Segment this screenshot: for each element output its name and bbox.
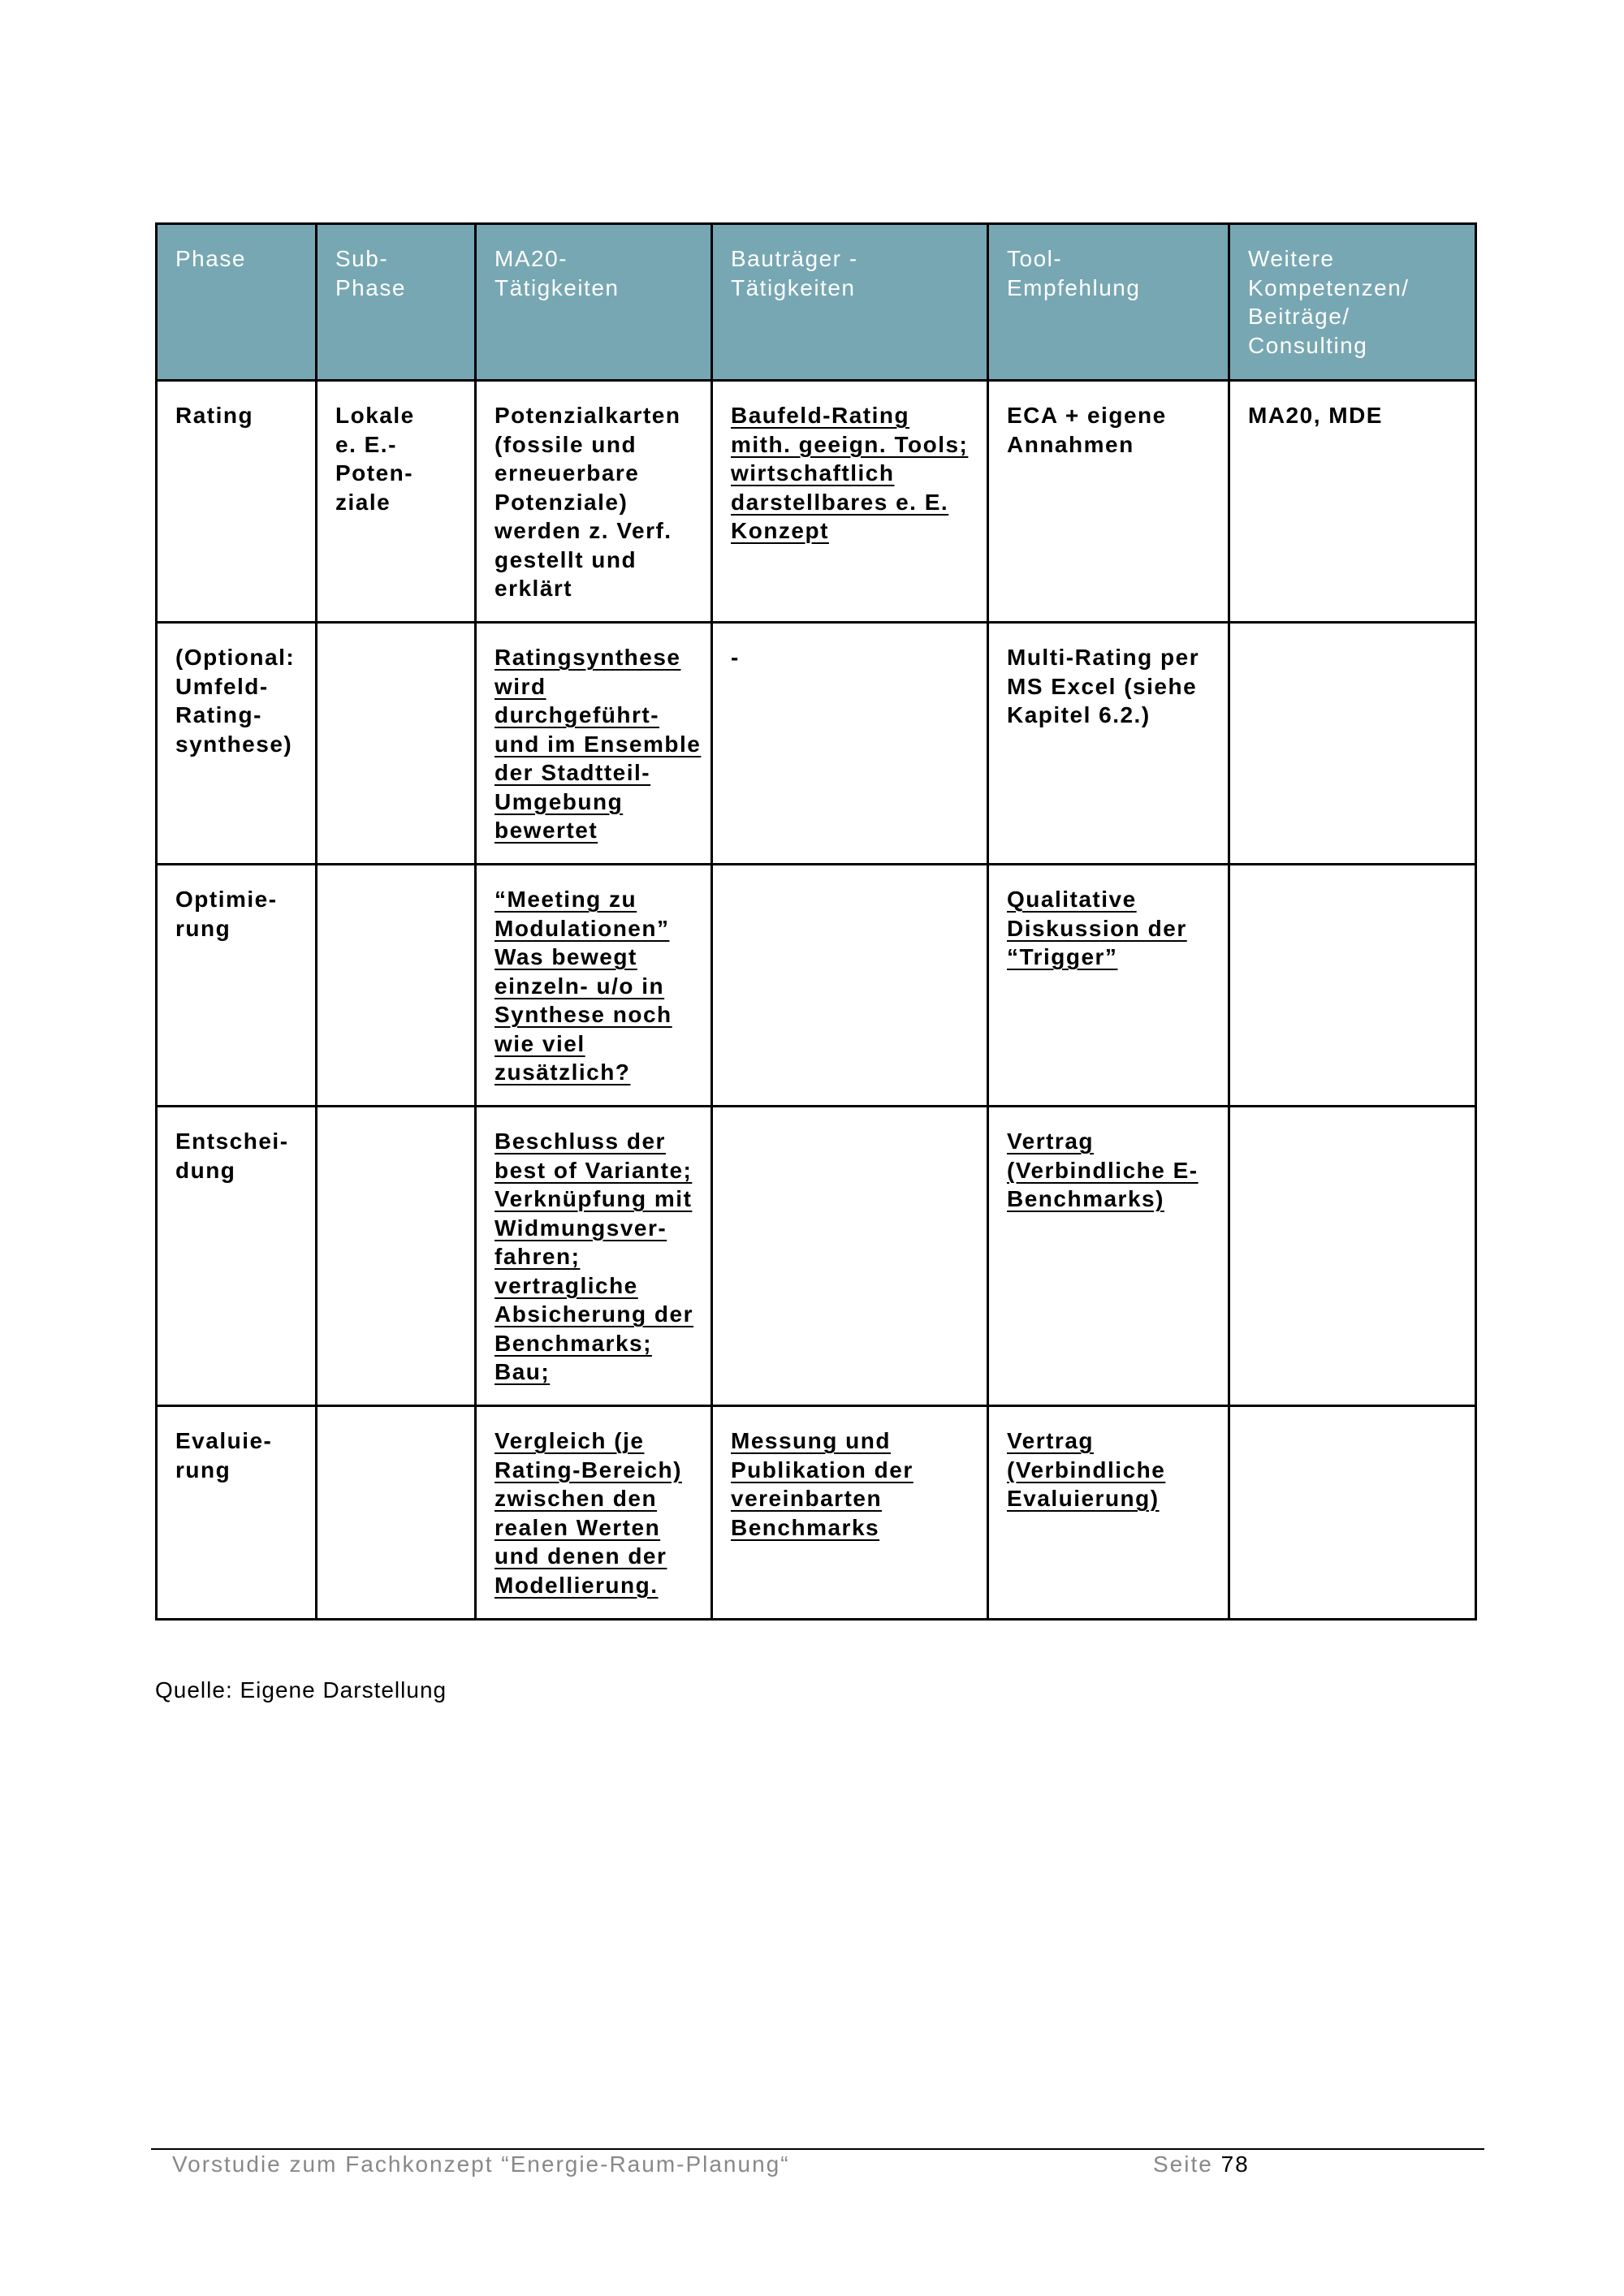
cell-line: Beiträge/ — [1248, 304, 1350, 329]
cell-phase — [157, 1406, 317, 1620]
cell-line: und denen der — [495, 1543, 667, 1569]
cell-line: Beschluss der — [495, 1129, 666, 1154]
cell-line: “Meeting zu — [495, 887, 637, 912]
cell-line: MA20- — [495, 246, 568, 271]
table-row — [157, 1107, 1476, 1406]
cell-line: realen Werten — [495, 1514, 661, 1540]
cell-line: Vertrag — [1007, 1428, 1094, 1453]
cell-developer-activities — [712, 623, 988, 865]
cell-line: Rating-Bereich) — [495, 1457, 682, 1482]
cell-developer-activities — [712, 1406, 988, 1620]
cell-line: vertragliche — [495, 1272, 638, 1298]
cell-line: Potenziale) — [495, 489, 628, 515]
footer-page-number: 78 — [1220, 2151, 1250, 2177]
cell-line: MA20, MDE — [1248, 403, 1383, 428]
phase-activity-table — [155, 222, 1477, 1621]
header-phase — [157, 224, 317, 381]
cell-tool-recommendation — [988, 381, 1229, 623]
cell-phase — [157, 381, 317, 623]
cell-line: - — [731, 645, 740, 670]
cell-line: Ratingsynthese — [495, 645, 681, 670]
table-row — [157, 623, 1476, 865]
source-caption: Quelle: Eigene Darstellung — [155, 1677, 447, 1703]
cell-further-competences — [1229, 381, 1476, 623]
cell-ma20-activities — [476, 381, 712, 623]
cell-line: Entschei- — [175, 1129, 289, 1154]
cell-line: Verknüpfung mit — [495, 1186, 693, 1211]
cell-developer-activities — [712, 1107, 988, 1406]
cell-line: (fossile und — [495, 431, 637, 457]
footer-page-label: Seite — [1153, 2151, 1213, 2177]
cell-line: gestellt und — [495, 546, 637, 572]
cell-line: Kapitel 6.2.) — [1007, 702, 1151, 727]
cell-line: Annahmen — [1007, 431, 1134, 457]
cell-line: Empfehlung — [1007, 274, 1141, 300]
cell-phase — [157, 623, 317, 865]
cell-further-competences — [1229, 865, 1476, 1107]
cell-sub-phase — [317, 381, 476, 623]
cell-line: rung — [175, 1457, 231, 1482]
cell-line: Rating- — [175, 702, 262, 727]
cell-developer-activities — [712, 865, 988, 1107]
cell-line: erneuerbare — [495, 460, 640, 486]
cell-line: Vergleich (je — [495, 1428, 645, 1453]
cell-line: Potenzialkarten — [495, 403, 681, 428]
cell-line: Was bewegt — [495, 944, 637, 969]
cell-line: wie viel — [495, 1030, 585, 1056]
cell-sub-phase — [317, 1406, 476, 1620]
cell-line: Sub- — [335, 246, 389, 271]
table-row — [157, 1406, 1476, 1620]
cell-line: Phase — [175, 246, 246, 271]
cell-line: best of Variante; — [495, 1157, 693, 1183]
cell-line: bewertet — [495, 818, 598, 843]
cell-line: Synthese noch — [495, 1002, 672, 1027]
cell-line: Tool- — [1007, 246, 1063, 271]
cell-line: Umgebung — [495, 788, 624, 814]
cell-line: Evaluierung) — [1007, 1486, 1160, 1511]
cell-line: werden z. Verf. — [495, 518, 672, 543]
cell-line: Tätigkeiten — [731, 274, 856, 300]
cell-line: Messung und — [731, 1428, 891, 1453]
cell-phase — [157, 865, 317, 1107]
cell-line: vereinbarten — [731, 1486, 883, 1511]
header-tool-recommendation — [988, 224, 1229, 381]
cell-sub-phase — [317, 623, 476, 865]
cell-line: Vertrag — [1007, 1129, 1094, 1154]
cell-line: erklärt — [495, 576, 573, 601]
cell-line: der Stadtteil- — [495, 760, 651, 785]
cell-line: dung — [175, 1157, 236, 1183]
cell-line: einzeln- u/o in — [495, 973, 665, 999]
header-developer-activities — [712, 224, 988, 381]
cell-line: Multi-Rating per — [1007, 645, 1200, 670]
header-ma20-activities — [476, 224, 712, 381]
table-header-row — [157, 224, 1476, 381]
cell-line: wird — [495, 673, 546, 699]
cell-further-competences — [1229, 623, 1476, 865]
cell-line: Umfeld- — [175, 673, 269, 699]
cell-line: Bau; — [495, 1359, 551, 1384]
cell-tool-recommendation — [988, 865, 1229, 1107]
header-sub-phase — [317, 224, 476, 381]
cell-line: Phase — [335, 274, 406, 300]
cell-line: ECA + eigene — [1007, 403, 1167, 428]
cell-line: durchgeführt- — [495, 702, 660, 727]
cell-ma20-activities — [476, 623, 712, 865]
cell-line: Tätigkeiten — [495, 274, 620, 300]
cell-line: mith. geeign. Tools; — [731, 431, 969, 457]
cell-line: Konzept — [731, 518, 829, 543]
cell-ma20-activities — [476, 1406, 712, 1620]
cell-line: Publikation der — [731, 1457, 914, 1482]
cell-line: Benchmarks) — [1007, 1186, 1164, 1211]
cell-line: zusätzlich? — [495, 1060, 631, 1085]
table-row — [157, 865, 1476, 1107]
cell-line: Consulting — [1248, 332, 1368, 358]
cell-line: und im Ensemble — [495, 731, 702, 757]
cell-line: Optimie- — [175, 887, 278, 912]
cell-line: rung — [175, 915, 231, 941]
cell-line: Benchmarks; — [495, 1330, 652, 1356]
cell-line: (Verbindliche — [1007, 1457, 1166, 1482]
cell-line: zwischen den — [495, 1486, 658, 1511]
cell-line: Qualitative — [1007, 887, 1137, 912]
cell-line: Rating — [175, 403, 254, 428]
cell-ma20-activities — [476, 865, 712, 1107]
cell-line: Weitere — [1248, 246, 1335, 271]
cell-line: e. E.- — [335, 431, 397, 457]
footer-document-title: Vorstudie zum Fachkonzept “Energie-Raum-Planung“ — [172, 2151, 790, 2177]
cell-tool-recommendation — [988, 1107, 1229, 1406]
cell-line: Diskussion der — [1007, 915, 1187, 941]
cell-ma20-activities — [476, 1107, 712, 1406]
cell-line: (Verbindliche E- — [1007, 1157, 1199, 1183]
cell-line: Baufeld-Rating — [731, 403, 910, 428]
cell-line: (Optional: — [175, 645, 296, 670]
cell-line: Kompetenzen/ — [1248, 274, 1410, 300]
cell-sub-phase — [317, 865, 476, 1107]
cell-line: fahren; — [495, 1244, 581, 1269]
cell-line: darstellbares e. E. — [731, 489, 949, 515]
cell-line: Absicherung der — [495, 1301, 693, 1327]
cell-line: Bauträger - — [731, 246, 858, 271]
cell-line: Benchmarks — [731, 1514, 880, 1540]
cell-tool-recommendation — [988, 623, 1229, 865]
header-further-competences — [1229, 224, 1476, 381]
cell-further-competences — [1229, 1406, 1476, 1620]
cell-line: ziale — [335, 489, 391, 515]
table-row — [157, 381, 1476, 623]
cell-line: Modulationen” — [495, 915, 670, 941]
cell-phase — [157, 1107, 317, 1406]
cell-line: wirtschaftlich — [731, 460, 895, 486]
footer-page — [1153, 2151, 1250, 2177]
cell-line: MS Excel (siehe — [1007, 673, 1198, 699]
cell-line: synthese) — [175, 731, 293, 757]
cell-line: Poten- — [335, 460, 414, 486]
cell-line: Evaluie- — [175, 1428, 273, 1453]
cell-developer-activities — [712, 381, 988, 623]
cell-line: Modellierung. — [495, 1572, 659, 1598]
cell-line: “Trigger” — [1007, 944, 1118, 969]
footer-divider — [151, 2148, 1484, 2150]
cell-tool-recommendation — [988, 1406, 1229, 1620]
cell-line: Widmungsver- — [495, 1215, 667, 1241]
cell-sub-phase — [317, 1107, 476, 1406]
cell-line: Lokale — [335, 403, 415, 428]
cell-further-competences — [1229, 1107, 1476, 1406]
